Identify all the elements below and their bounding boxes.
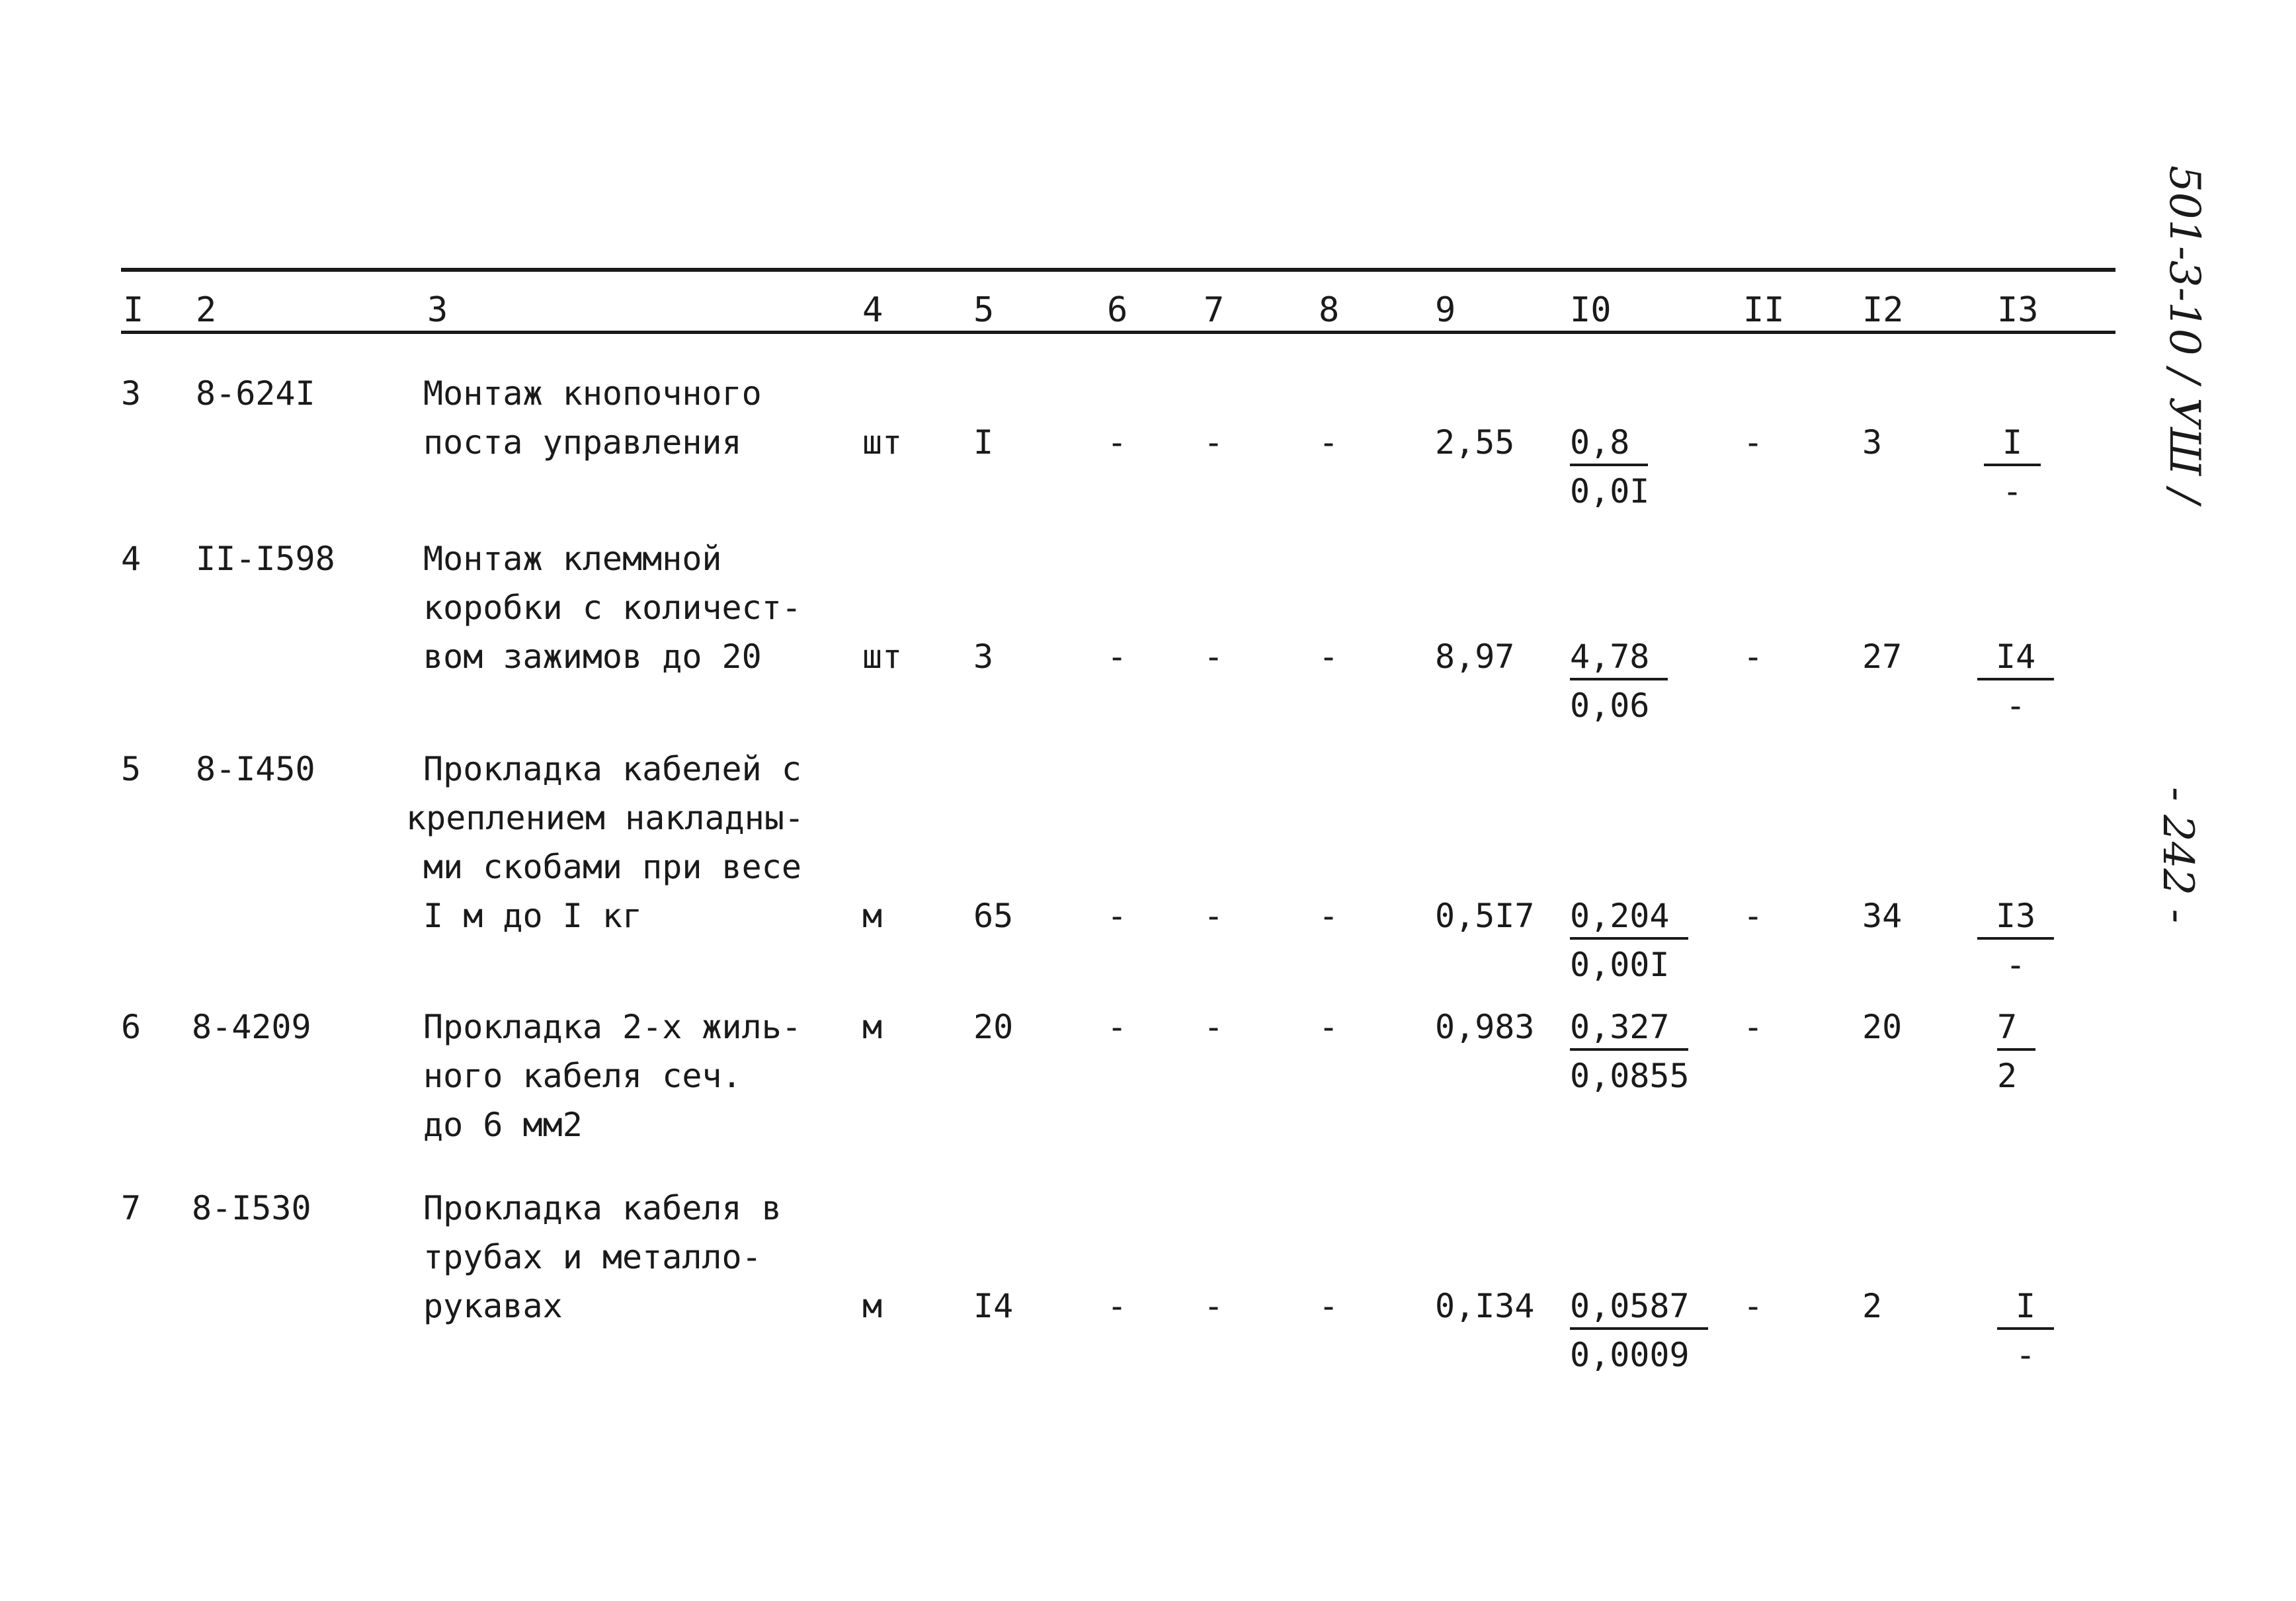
col13-numerator: I3 (1977, 895, 2054, 940)
col10-fraction (1570, 1282, 1708, 1379)
work-description: Монтаж кнопочного (423, 374, 762, 413)
work-description: Прокладка кабеля в (423, 1189, 782, 1227)
row-number: 5 (121, 750, 142, 788)
col11: - (1743, 637, 1764, 676)
col11: - (1743, 897, 1764, 935)
norm-code: II-I598 (196, 540, 335, 578)
quantity: 20 (973, 1008, 1014, 1046)
column-header: 8 (1319, 290, 1340, 330)
work-description: коробки с количест- (423, 589, 801, 627)
col6: - (1107, 1008, 1128, 1046)
col10-numerator: 0,8 (1570, 421, 1648, 466)
quantity: I4 (973, 1287, 1014, 1325)
col9: 2,55 (1435, 423, 1515, 462)
norm-code: 8-624I (196, 374, 315, 413)
col10-fraction (1570, 418, 1649, 516)
col13-fraction (1977, 632, 2054, 730)
work-description: вом зажимов до 20 (423, 637, 762, 676)
col12: 34 (1862, 897, 1903, 935)
unit: м (862, 897, 883, 935)
column-header: I0 (1570, 290, 1612, 330)
col8: - (1319, 1008, 1339, 1046)
col13-fraction (1997, 1003, 2035, 1100)
col10-fraction (1570, 632, 1668, 730)
unit: шт (862, 637, 903, 676)
col13-fraction (1997, 1282, 2054, 1379)
work-description: рукавах (423, 1287, 563, 1325)
col11: - (1743, 1287, 1764, 1325)
unit: м (862, 1287, 883, 1325)
col9: 0,I34 (1435, 1287, 1535, 1325)
col6: - (1107, 423, 1128, 462)
col12: 20 (1862, 1008, 1903, 1046)
col10-denominator: 0,06 (1570, 686, 1650, 725)
col10-fraction (1570, 1003, 1690, 1100)
column-header: I (123, 290, 144, 330)
work-description: I м до I кг (423, 897, 643, 935)
col6: - (1107, 1287, 1128, 1325)
col12: 2 (1862, 1287, 1883, 1325)
col10-denominator: 0,0855 (1570, 1057, 1690, 1095)
col6: - (1107, 897, 1128, 935)
unit: м (862, 1008, 883, 1046)
quantity: 65 (973, 897, 1014, 935)
column-header: 3 (427, 290, 448, 330)
norm-code: 8-I450 (196, 750, 315, 788)
col13-denominator: - (2016, 1336, 2036, 1374)
column-header: I2 (1862, 290, 1904, 330)
document-code: 501-3-10 / УШ / (2160, 165, 2209, 503)
col7: - (1204, 897, 1224, 935)
row-number: 3 (121, 374, 142, 413)
work-description: ми скобами при весе (423, 848, 801, 886)
col10-numerator: 0,0587 (1570, 1285, 1708, 1330)
col13-fraction (1977, 891, 2054, 989)
work-description: поста управления (423, 423, 742, 462)
work-description: Монтаж клеммной (423, 540, 722, 578)
col6: - (1107, 637, 1128, 676)
col13-denominator: - (2006, 946, 2026, 984)
col12: 27 (1862, 637, 1903, 676)
col10-denominator: 0,00I (1570, 946, 1670, 984)
table-top-rule (121, 268, 2115, 272)
quantity: I (973, 423, 994, 462)
col8: - (1319, 897, 1339, 935)
col13-numerator: I (1984, 421, 2041, 466)
column-header: II (1743, 290, 1785, 330)
col13-numerator: I4 (1977, 636, 2054, 680)
col7: - (1204, 1287, 1224, 1325)
column-header: 6 (1107, 290, 1128, 330)
column-header: 9 (1435, 290, 1456, 330)
col11: - (1743, 423, 1764, 462)
col10-numerator: 4,78 (1570, 636, 1668, 680)
norm-code: 8-I530 (192, 1189, 311, 1227)
column-header: I3 (1997, 290, 2039, 330)
quantity: 3 (973, 637, 994, 676)
col9: 8,97 (1435, 637, 1515, 676)
col10-denominator: 0,0009 (1570, 1336, 1690, 1374)
col11: - (1743, 1008, 1764, 1046)
col8: - (1319, 637, 1339, 676)
col8: - (1319, 423, 1339, 462)
column-header: 2 (196, 290, 217, 330)
col9: 0,5I7 (1435, 897, 1535, 935)
work-description: до 6 мм2 (423, 1106, 583, 1144)
work-description: Прокладка 2-х жиль- (423, 1008, 801, 1046)
norm-code: 8-4209 (192, 1008, 311, 1046)
col10-numerator: 0,327 (1570, 1006, 1688, 1051)
col13-denominator: - (2006, 686, 2026, 725)
column-header: 5 (973, 290, 995, 330)
col8: - (1319, 1287, 1339, 1325)
col10-numerator: 0,204 (1570, 895, 1688, 940)
col13-numerator: I (1997, 1285, 2054, 1330)
work-description: ного кабеля сеч. (423, 1057, 742, 1095)
work-description: креплением накладны- (406, 799, 805, 837)
page-number: - 242 - (2153, 787, 2202, 924)
row-number: 6 (121, 1008, 142, 1046)
row-number: 7 (121, 1189, 142, 1227)
col10-denominator: 0,0I (1570, 472, 1650, 511)
col7: - (1204, 637, 1224, 676)
row-number: 4 (121, 540, 142, 578)
col13-denominator: - (2002, 472, 2023, 511)
col13-denominator: 2 (1997, 1057, 2018, 1095)
col7: - (1204, 1008, 1224, 1046)
col10-fraction (1570, 891, 1688, 989)
column-header: 7 (1204, 290, 1225, 330)
unit: шт (862, 423, 903, 462)
col13-numerator: 7 (1997, 1006, 2035, 1051)
work-description: Прокладка кабелей с (423, 750, 801, 788)
col9: 0,983 (1435, 1008, 1535, 1046)
column-header: 4 (862, 290, 883, 330)
work-description: трубах и металло- (423, 1238, 762, 1276)
col13-fraction (1984, 418, 2041, 516)
col7: - (1204, 423, 1224, 462)
col12: 3 (1862, 423, 1883, 462)
